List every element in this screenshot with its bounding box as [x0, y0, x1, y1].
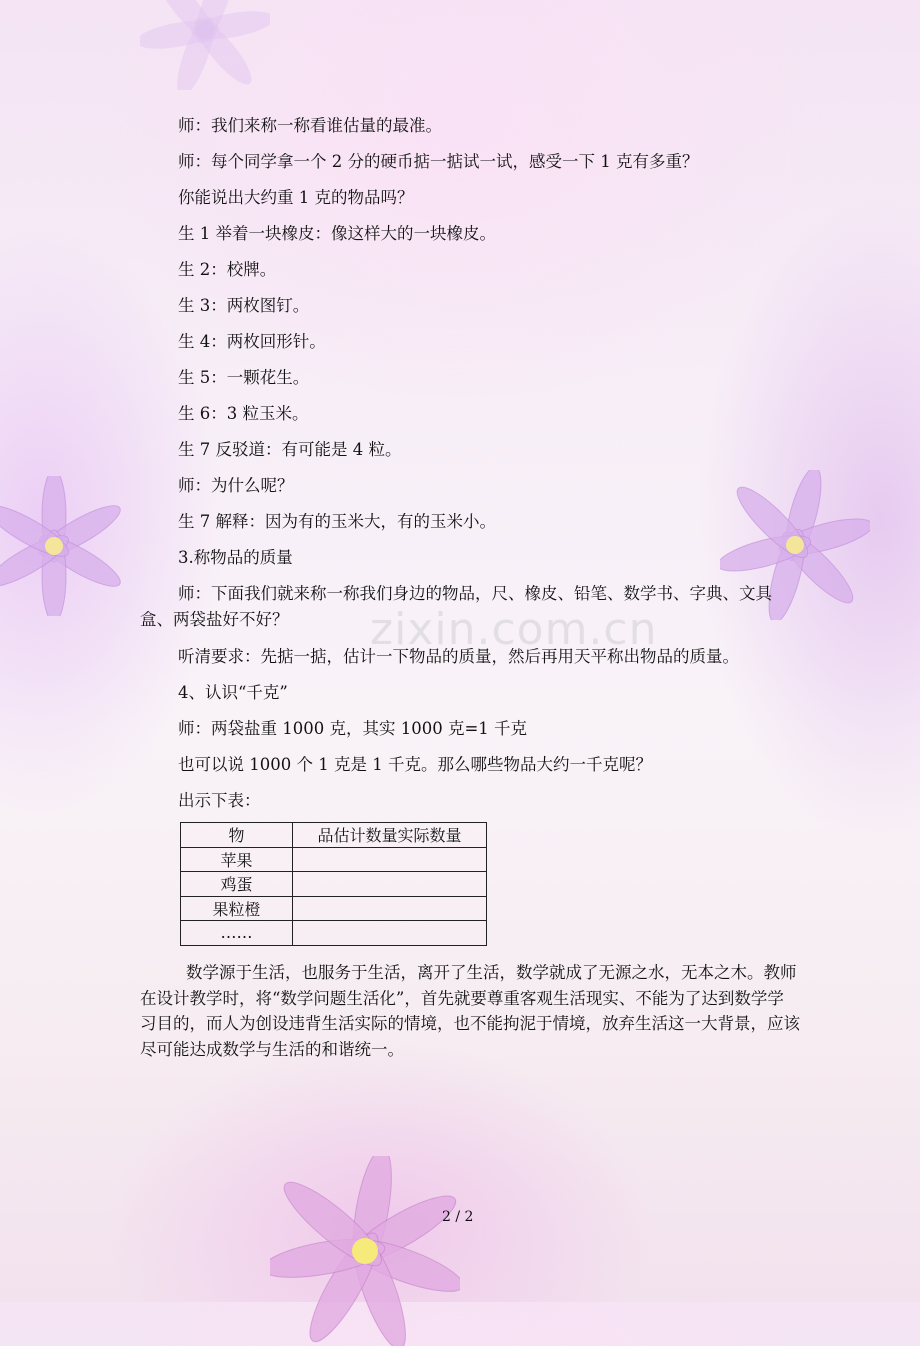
paragraph: 生 6：3 粒玉米。: [178, 404, 309, 423]
table-row: [181, 921, 487, 946]
table-row: [181, 896, 487, 921]
section-heading: 3.称物品的质量: [178, 548, 293, 567]
table-header-row: [181, 823, 487, 848]
table-row: [181, 872, 487, 897]
flower-decoration-left: [0, 476, 124, 616]
page-number: 2 / 2: [442, 1209, 474, 1225]
table-header-cell: 物: [181, 823, 293, 848]
estimate-table: [180, 822, 487, 946]
paragraph: 生 1 举着一块橡皮：像这样大的一块橡皮。: [178, 224, 496, 243]
table-cell: [293, 921, 487, 946]
paragraph: 生 7 解释：因为有的玉米大，有的玉米小。: [178, 512, 496, 531]
paragraph: 出示下表：: [178, 791, 261, 810]
paragraph: 生 3：两枚图钉。: [178, 296, 310, 315]
table-cell: 苹果: [181, 847, 293, 872]
table-cell: ……: [181, 921, 293, 946]
table-cell: [293, 847, 487, 872]
paragraph: 听清要求：先掂一掂，估计一下物品的质量，然后再用天平称出物品的质量。: [178, 647, 739, 666]
flower-decoration-top: [140, 0, 270, 90]
paragraph: 生 5：一颗花生。: [178, 368, 310, 387]
paragraph: 也可以说 1000 个 1 克是 1 千克。那么哪些物品大约一千克呢？: [178, 755, 652, 774]
flower-decoration-bottom: [270, 1156, 460, 1346]
table-cell: [293, 896, 487, 921]
watermark: zixin.com.cn: [370, 604, 658, 655]
table-row: [181, 847, 487, 872]
table-cell: [293, 872, 487, 897]
table-cell: 鸡蛋: [181, 872, 293, 897]
paragraph: 师：两袋盐重 1000 克，其实 1000 克=1 千克: [178, 719, 528, 738]
closing-paragraph: 数学源于生活，也服务于生活，离开了生活，数学就成了无源之水，无本之木。教师在设计教学时，将“数学问题生活化”，首先就要尊重客观生活现实、不能为了达到数学学习目的，而人为创设违背生活实际的情境，也不能拘泥于情境，放弃生活这一大背景，应该尽可能达成数学与生活的和谐统一。: [140, 963, 800, 1059]
table-cell: 果粒橙: [181, 896, 293, 921]
paragraph: 师：下面我们就来称一称我们身边的物品，尺、橡皮、铅笔、数学书、字典、文具盒、两袋盐好不好？: [140, 584, 772, 629]
paragraph: 生 2：校牌。: [178, 260, 277, 279]
paragraph: 生 7 反驳道：有可能是 4 粒。: [178, 440, 402, 459]
paragraph: 师：我们来称一称看谁估量的最准。: [178, 116, 442, 135]
paragraph: 你能说出大约重 1 克的物品吗？: [178, 188, 414, 207]
paragraph: 师：每个同学拿一个 2 分的硬币掂一掂试一试，感受一下 1 克有多重？: [178, 152, 699, 171]
table-header-cell: 品估计数量实际数量: [293, 823, 487, 848]
paragraph: 师：为什么呢？: [178, 476, 294, 495]
paragraph: 生 4：两枚回形针。: [178, 332, 326, 351]
section-heading: 4、认识“千克”: [178, 683, 288, 702]
